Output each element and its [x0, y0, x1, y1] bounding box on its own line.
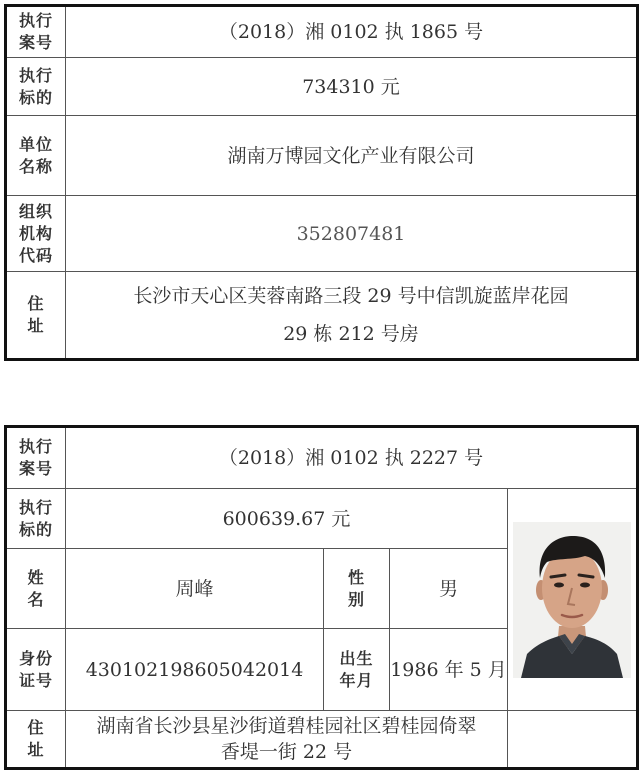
label-line: 标的	[18, 519, 53, 539]
photo-cell	[508, 489, 638, 711]
name-label	[6, 549, 66, 629]
label-line: 案号	[18, 459, 53, 478]
row-address	[6, 711, 638, 769]
row-amount	[6, 489, 638, 549]
address-line: 湖南省长沙县星沙街道碧桂园社区碧桂园倚翠	[96, 715, 477, 737]
amount-value: 734310 元	[66, 58, 638, 116]
address-line: 29 栋 212 号房	[283, 323, 419, 345]
label-line: 性	[347, 567, 365, 587]
label-line: 组织	[18, 201, 53, 221]
label-line: 别	[347, 589, 365, 609]
row-case-number	[6, 427, 638, 489]
person-photo	[513, 522, 631, 678]
label-line: 名	[27, 589, 45, 609]
birth-label	[324, 629, 390, 711]
org-code-label	[6, 196, 66, 272]
row-company-name	[6, 116, 638, 196]
case-number-label	[6, 6, 66, 58]
case-number-value: （2018）湘 0102 执 1865 号	[66, 6, 638, 58]
row-address	[6, 272, 638, 360]
case-number-value: （2018）湘 0102 执 2227 号	[66, 427, 638, 489]
id-number-value: 430102198605042014	[66, 629, 324, 711]
label-line: 执行	[18, 11, 53, 30]
label-line: 名称	[18, 156, 53, 176]
label-line: 址	[27, 740, 45, 759]
org-code-value: 352807481	[66, 196, 638, 272]
row-amount	[6, 58, 638, 116]
label-line: 住	[27, 718, 45, 737]
label-line: 身份	[18, 648, 53, 668]
id-number-label	[6, 629, 66, 711]
address-label	[6, 711, 66, 769]
label-line: 执行	[18, 497, 53, 517]
label-line: 案号	[18, 33, 53, 52]
company-name-value: 湖南万博园文化产业有限公司	[66, 116, 638, 196]
gender-label	[324, 549, 390, 629]
label-line: 执行	[18, 437, 53, 456]
label-line: 证号	[18, 670, 53, 690]
birth-value: 1986 年 5 月	[390, 629, 508, 711]
case-number-label	[6, 427, 66, 489]
name-value: 周峰	[66, 549, 324, 629]
label-line: 代码	[18, 245, 53, 265]
label-line: 住	[27, 294, 45, 313]
label-line: 执行	[18, 65, 53, 85]
amount-value: 600639.67 元	[66, 489, 508, 549]
label-line: 出生	[339, 648, 374, 668]
address-line: 香堤一街 22 号	[220, 741, 353, 763]
amount-label	[6, 58, 66, 116]
address-line: 长沙市天心区芙蓉南路三段 29 号中信凯旋蓝岸花园	[133, 285, 569, 307]
amount-label	[6, 489, 66, 549]
empty-cell	[508, 711, 638, 769]
label-line: 姓	[27, 567, 45, 587]
label-line: 年月	[339, 670, 374, 690]
company-name-label	[6, 116, 66, 196]
label-line: 标的	[18, 87, 53, 107]
row-org-code	[6, 196, 638, 272]
address-label	[6, 272, 66, 360]
case-table-company	[4, 4, 639, 361]
label-line: 址	[27, 316, 45, 335]
case-table-person	[4, 425, 639, 770]
label-line: 单位	[18, 134, 53, 154]
address-value	[66, 711, 508, 769]
row-case-number	[6, 6, 638, 58]
gender-value: 男	[390, 549, 508, 629]
label-line: 机构	[18, 223, 53, 243]
address-value	[66, 272, 638, 360]
